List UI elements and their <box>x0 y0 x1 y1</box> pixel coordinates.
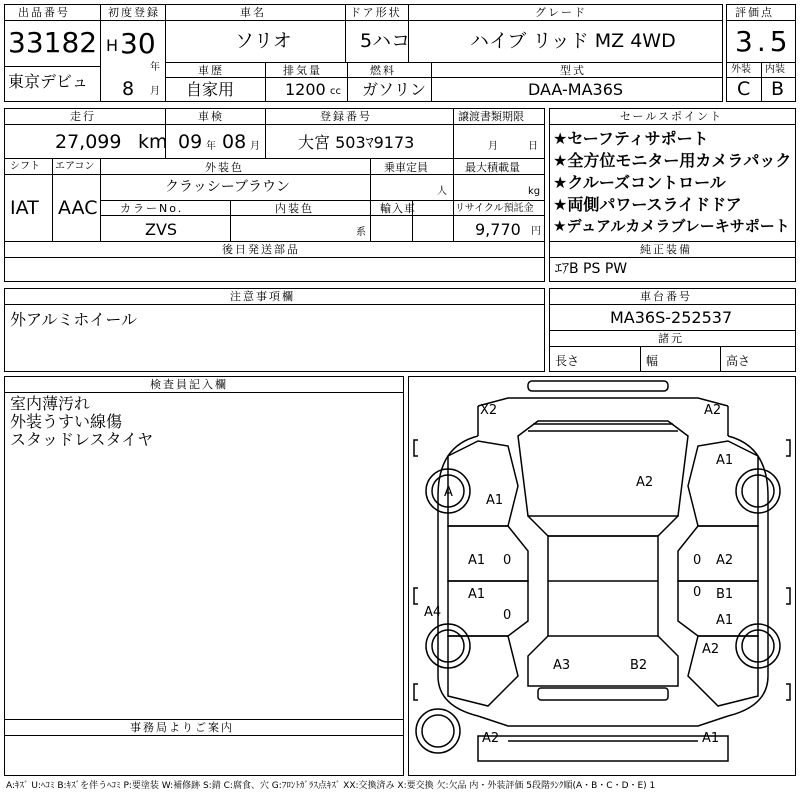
chassis-label: 車台番号 <box>640 290 692 303</box>
damage-mark: A1 <box>716 453 734 468</box>
inspector-line: スタッドレスタイヤ <box>10 430 154 449</box>
max-load-unit: kg <box>528 186 541 197</box>
equipment-value: ｴｱB PS PW <box>555 261 628 277</box>
sales-point-item: ★両側パワースライドドア <box>553 195 742 214</box>
dimensions-label: 諸元 <box>658 332 684 345</box>
equipment-label: 純正装備 <box>640 243 692 256</box>
damage-mark: B2 <box>630 658 648 673</box>
damage-mark: A1 <box>716 613 734 628</box>
sales-point-item: ★デュアルカメラブレーキサポート <box>553 217 790 235</box>
debut-label: 東京デビュ <box>8 72 89 91</box>
height-label: 高さ <box>726 354 751 368</box>
reg-number-label: 登録番号 <box>320 110 372 123</box>
door-type: 5ハコ <box>360 30 411 52</box>
damage-mark: A1 <box>486 493 504 508</box>
color-no-value: ZVS <box>145 220 178 239</box>
later-parts-label: 後日発送部品 <box>222 243 300 256</box>
sales-point-item: ★クルーズコントロール <box>553 173 726 192</box>
inspector-line: 室内薄汚れ <box>10 394 91 413</box>
sales-points-label: セールスポイント <box>620 110 724 123</box>
width-label: 幅 <box>646 354 659 368</box>
damage-mark: A2 <box>636 475 654 490</box>
max-load-label: 最大積載量 <box>465 161 520 174</box>
int-score-value: B <box>771 78 785 100</box>
first-reg-month: 8 <box>122 78 135 100</box>
damage-mark: 0 <box>503 553 512 568</box>
sales-point-item: ★全方位モニター用カメラパック <box>553 151 792 170</box>
damage-mark: A2 <box>482 731 500 746</box>
damage-mark: A4 <box>424 605 442 620</box>
interior-color-unit: 系 <box>356 227 366 238</box>
lot-number: 33182 <box>8 26 98 59</box>
damage-mark: X2 <box>480 403 498 418</box>
history-value: 自家用 <box>186 80 235 99</box>
aircon-value: AAC <box>58 197 98 219</box>
damage-mark: A2 <box>704 403 722 418</box>
grade-label: グレード <box>535 6 587 19</box>
grade-value: ハイブ リッド MZ 4WD <box>470 30 676 52</box>
car-damage-diagram <box>408 376 796 776</box>
mileage-value: 27,099 <box>55 131 122 153</box>
int-score-label: 内装 <box>765 64 785 75</box>
damage-mark: A1 <box>702 731 720 746</box>
car-name-label: 車名 <box>240 6 266 19</box>
damage-mark: A3 <box>553 658 571 673</box>
import-label: 輸入車 <box>380 202 416 215</box>
damage-mark: A1 <box>468 553 486 568</box>
door-label: ドア形状 <box>350 6 402 19</box>
history-label: 車歴 <box>198 64 224 77</box>
notes-label: 注意事項欄 <box>230 290 295 303</box>
recycle-value: 9,770 <box>475 220 521 239</box>
model-label: 型式 <box>560 64 586 77</box>
transfer-day-unit: 日 <box>528 141 538 152</box>
chassis-value: MA36S-252537 <box>610 308 733 327</box>
damage-mark: 0 <box>693 585 702 600</box>
capacity-unit: 人 <box>437 186 447 197</box>
inspector-line: 外装うすい線傷 <box>10 412 123 431</box>
capacity-label: 乗車定員 <box>384 161 428 174</box>
shift-label: シフト <box>10 161 40 172</box>
model-value: DAA-MA36S <box>528 80 624 99</box>
fuel-label: 燃料 <box>370 64 396 77</box>
reg-number-value: 大宮 503ﾏ9173 <box>298 133 415 152</box>
lot-label: 出品番号 <box>18 6 70 19</box>
recycle-label: リサイクル預託金 <box>455 203 534 214</box>
office-label: 事務局よりご案内 <box>130 721 234 734</box>
first-reg-year-unit: 年 <box>150 62 160 73</box>
damage-mark: A2 <box>702 642 720 657</box>
inspection-month-unit: 月 <box>250 141 260 152</box>
recycle-unit: 円 <box>531 226 541 237</box>
length-label: 長さ <box>555 354 580 368</box>
score-value: 3.5 <box>735 25 792 58</box>
damage-mark: 0 <box>693 553 702 568</box>
damage-mark: A1 <box>468 587 486 602</box>
inspection-year: 09 <box>178 131 203 153</box>
ext-score-label: 外装 <box>731 64 751 75</box>
notes-value: 外アルミホイール <box>10 310 138 329</box>
aircon-label: エアコン <box>55 161 95 172</box>
first-reg-era: H <box>106 36 119 55</box>
mileage-unit: km <box>138 131 168 153</box>
displacement-value: 1200 <box>285 80 326 99</box>
transfer-month-unit: 月 <box>488 141 498 152</box>
first-reg-month-unit: 月 <box>150 86 160 97</box>
damage-mark: A <box>444 485 453 500</box>
mileage-label: 走行 <box>70 110 96 123</box>
fuel-value: ガソリン <box>362 80 427 99</box>
inspection-year-unit: 年 <box>206 141 216 152</box>
first-reg-year: 30 <box>120 27 156 60</box>
displacement-label: 排気量 <box>283 64 322 77</box>
exterior-color-value: クラッシーブラウン <box>165 179 291 195</box>
shift-value: IAT <box>10 197 39 219</box>
legend-text: A:ｷｽﾞ U:ﾍｺﾐ B:ｷｽﾞを伴うﾍｺﾐ P:要塗装 W:補修跡 S:錆 C:腐食、穴 G:ﾌﾛﾝﾄｶﾞﾗｽ点ｷｽﾞ XX:交換済み X:要交換 欠:欠品 内・外装評価 5段階ﾗﾝｸ順(A・B・C・D・E) 1 <box>6 781 656 791</box>
damage-mark: 0 <box>503 608 512 623</box>
color-no-label: カラーNo. <box>120 202 184 215</box>
ext-score-value: C <box>737 78 751 100</box>
score-label: 評価点 <box>735 6 774 19</box>
displacement-unit: cc <box>330 86 341 97</box>
car-name: ソリオ <box>235 30 292 52</box>
damage-mark: A2 <box>716 553 734 568</box>
inspector-label: 検査員記入欄 <box>150 378 228 391</box>
sales-point-item: ★セーフティサポート <box>553 129 709 148</box>
exterior-color-label: 外装色 <box>205 161 244 174</box>
damage-mark: B1 <box>716 587 734 602</box>
first-reg-label: 初度登録 <box>108 6 160 19</box>
transfer-label: 譲渡書類期限 <box>458 110 524 123</box>
inspection-month: 08 <box>222 131 247 153</box>
inspection-label: 車検 <box>198 110 224 123</box>
interior-color-label: 内装色 <box>275 202 314 215</box>
